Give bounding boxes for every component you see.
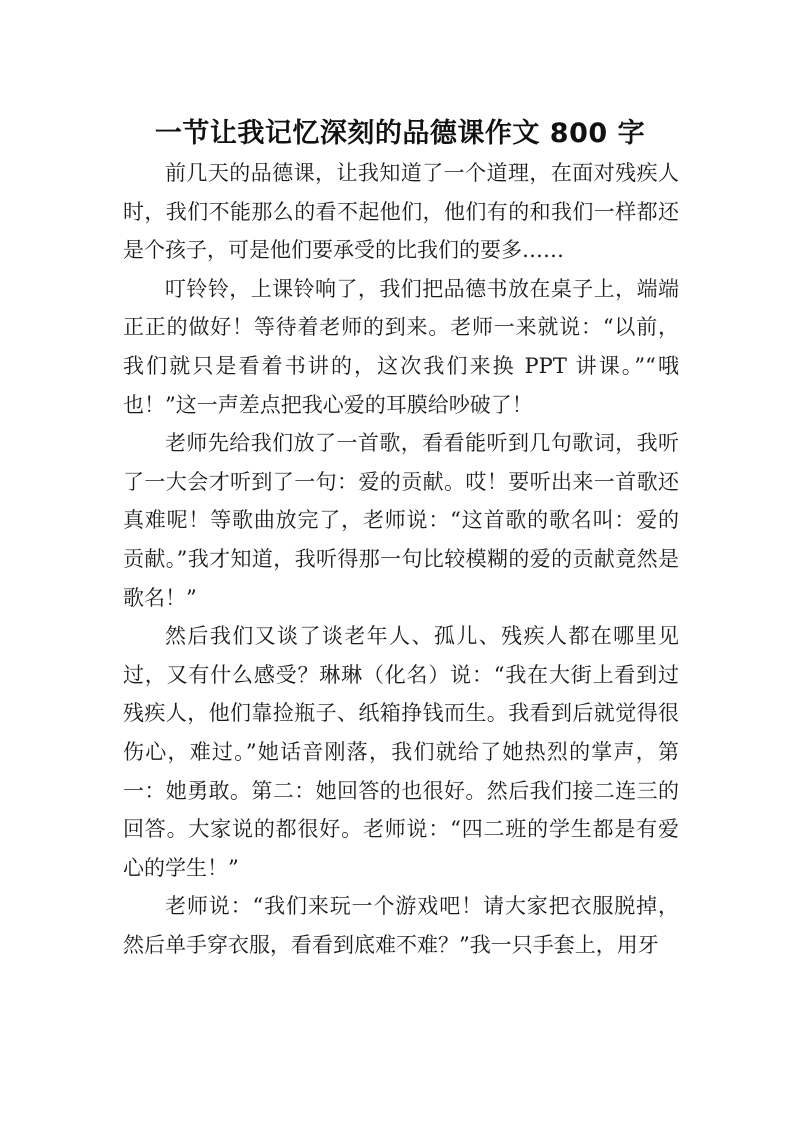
paragraph-1: 前几天的品德课，让我知道了一个道理，在面对残疾人时，我们不能那么的看不起他们，他们有的和我们一样都还是个孩子，可是他们要承受的比我们的要多…… bbox=[123, 161, 679, 263]
essay-body bbox=[123, 154, 679, 964]
paragraph-2: 叮铃铃，上课铃响了，我们把品德书放在桌子上，端端正正的做好！等待着老师的到来。老师一来就说：“以前，我们就只是看着书讲的，这次我们来换 PPT 讲课。”“哦也！”这一声差点把我心爱的耳膜给吵破了！ bbox=[123, 276, 679, 417]
paragraph-3: 老师先给我们放了一首歌，看看能听到几句歌词，我听了一大会才听到了一句：爱的贡献。哎！要听出来一首歌还真难呢！等歌曲放完了，老师说：“这首歌的歌名叫：爱的贡献。”我才知道，我听得那一句比较模糊的爱的贡献竟然是歌名！” bbox=[123, 431, 679, 610]
paragraph-4: 然后我们又谈了谈老年人、孤儿、残疾人都在哪里见过，又有什么感受？琳琳（化名）说：“我在大街上看到过残疾人，他们靠捡瓶子、纸箱挣钱而生。我看到后就觉得很伤心，难过。”她话音刚落，我们就给了她热烈的掌声，第一：她勇敢。第二：她回答的也很好。然后我们接二连三的回答。大家说的都很好。老师说：“四二班的学生都是有爱心的学生！” bbox=[123, 624, 679, 880]
paragraph-5: 老师说：“我们来玩一个游戏吧！请大家把衣服脱掉，然后单手穿衣服，看看到底难不难？”我一只手套上，用牙 bbox=[123, 894, 679, 957]
page-title: 一节让我记忆深刻的品德课作文 800 字 bbox=[154, 118, 646, 150]
